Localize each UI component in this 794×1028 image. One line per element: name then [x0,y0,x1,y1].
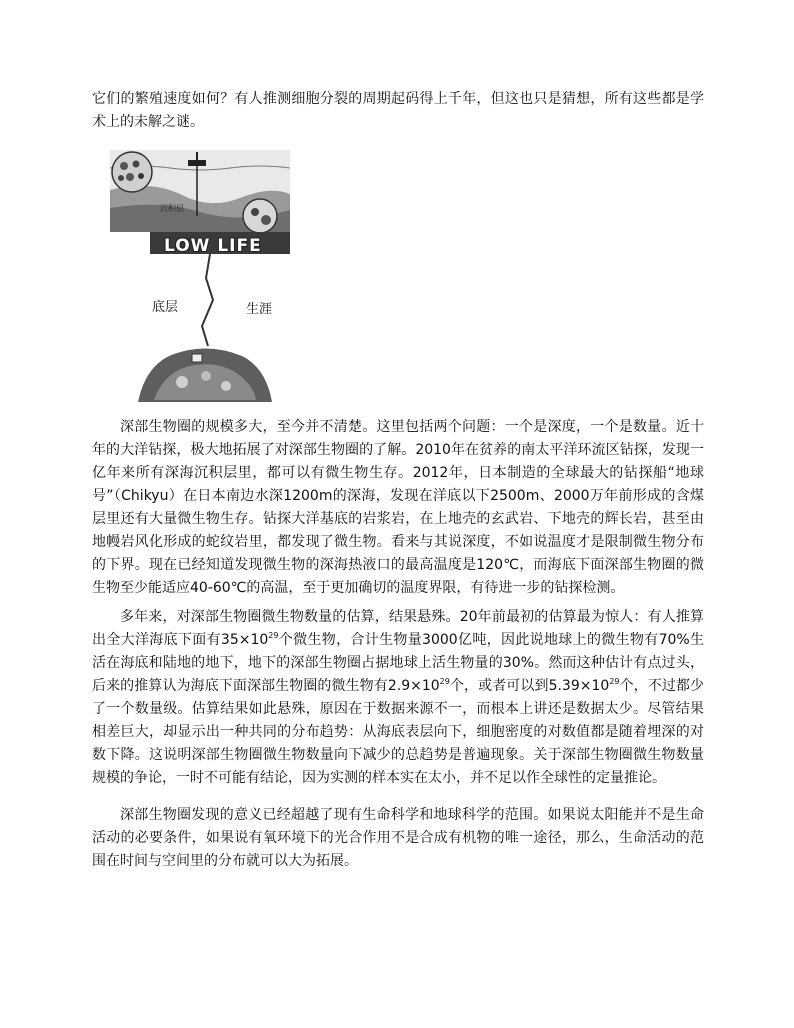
exponent: 29 [609,677,620,686]
intro-paragraph: 它们的繁殖速度如何？有人推测细胞分裂的周期起码得上千年，但这也只是猜想，所有这些都是学术上的未解之谜。 [92,91,704,130]
paragraph-estimates [92,606,704,790]
text-segment: 多年来，对深部生物圈微生物数量的估算，结果悬殊。20年前最初的估算最为惊人：有人推算出全大洋海底下面有35×10 [92,609,704,648]
label-career: 生涯 [246,302,273,317]
sediment-label: 沉积层 [160,204,184,213]
paragraph-significance: 深部生物圈发现的意义已经超越了现有生命科学和地球科学的范围。如果说太阳能并不是生命活动的必要条件，如果说有氧环境下的光合作用不是合成有机物的唯一途径，那么，生命活动的范围在时间与空间里的分布就可以大为拓展。 [92,807,704,869]
text-segment: 个，或者可以到5.39×10 [449,678,610,694]
low-life-illustration [110,150,290,402]
label-bottom-layer: 底层 [152,300,179,315]
exponent: 29 [439,677,450,686]
illustration-drawing [110,150,290,402]
document-page [92,88,704,887]
text-segment: 个微生物，合计生物量3000亿吨，因此说地球上的微生物有70%生活在海底和陆地的地下，地下的深部生物圈占据地球上活生物量的30%。然而这种估计有点过头，后来的推算认为海底下面深部生物圈的微生物有2.9×10 [92,632,705,694]
exponent: 29 [268,631,279,640]
banner-text: LOW LIFE [164,236,262,256]
paragraph-scale: 深部生物圈的规模多大，至今并不清楚。这里包括两个问题：一个是深度，一个是数量。近十年的大洋钻探，极大地拓展了对深部生物圈的了解。2010年在贫养的南太平洋环流区钻探，发现一亿年来所有深海沉积层里，都可以有微生物生存。2012年，日本制造的全球最大的钻探船“地球号”（Chikyu）在日本南边水深1200m的深海，发现在洋底以下2500m、2000万年前形成的含煤层里还有大量微生物生存。钻探大洋基底的岩浆岩，在上地壳的玄武岩、下地壳的辉长岩，甚至由地幔岩风化形成的蛇纹岩里，都发现了微生物。看来与其说深度，不如说温度才是限制微生物分布的下界。现在已经知道发现微生物的深海热液口的最高温度是120℃，而海底下面深部生物圈的微生物至少能适应40-60℃的高温，至于更加确切的温度界限，有待进一步的钻探检测。 [92,419,704,596]
text-segment: 个，不过都少了一个数量级。估算结果如此悬殊，原因在于数据来源不一，而根本上讲还是数据太少。尽管结果相差巨大，却显示出一种共同的分布趋势：从海底表层向下，细胞密度的对数值都是随着埋深的对数下降。这说明深部生物圈微生物数量向下减少的总趋势是普遍现象。关于深部生物圈微生物数量规模的争论，一时不可能有结论，因为实测的样本实在太小，并不足以作全球性的定量推论。 [92,678,705,786]
